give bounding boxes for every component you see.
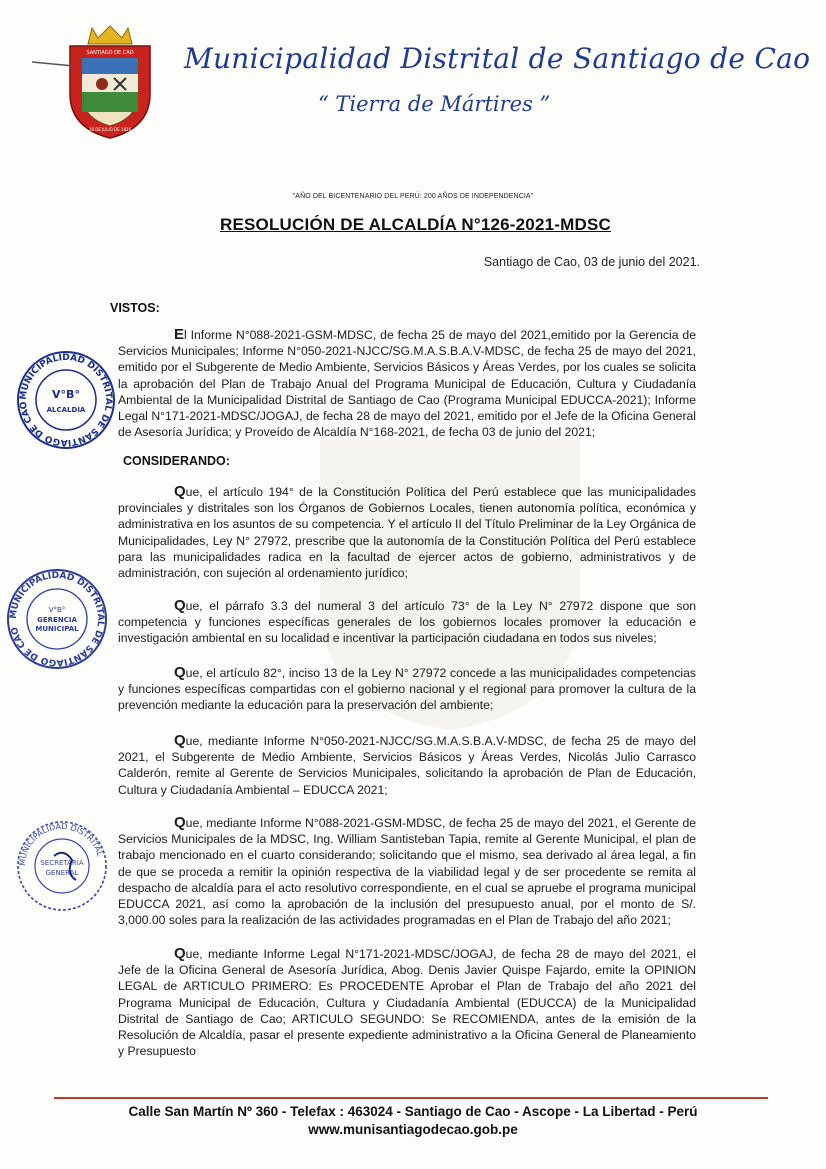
considerando-paragraph <box>118 484 696 581</box>
logo-text-bottom: 28 DE JULIO DE 1826 <box>88 127 132 132</box>
logo-text-top: SANTIAGO DE CAO <box>86 50 134 56</box>
municipality-motto: “ Tierra de Mártires ” <box>318 92 551 116</box>
municipality-name: Municipalidad Distrital de Santiago de Cao <box>184 42 811 75</box>
footer-rule <box>54 1097 768 1099</box>
considerando-paragraph <box>118 665 696 714</box>
stamp-center-top: V°B° <box>48 606 66 614</box>
paragraph-text: ue, el artículo 82°, inciso 13 de la Ley N° 27972 concede a las municipalidades competencias y funciones específicas compartidas con el gobierno nacional y el regional para promover la cultura de la prevención mediante la educación para la preservación del ambiente; <box>118 666 696 713</box>
paragraph-text: ue, el artículo 194° de la Constitución Política del Perú establece que las municipalidades provinciales y distritales son los Órganos de Gobiernos Locales, tienen autonomía política, económica y administrativa en los asuntos de su competencia. Y el artículo II del Título Preliminar de la Ley Orgánica de Municipalidades, Ley N° 27972, prescribe que la autonomía de la Constitución Política del Perú establece para las municipalidades radica en la facultad de ejercer actos de gobierno, administrativos y de administración, con sujeción al ordenamiento jurídico; <box>118 485 696 581</box>
stamp-ring-text: MUNICIPALIDAD DISTRITAL <box>17 821 105 867</box>
vistos-heading: VISTOS: <box>110 301 160 315</box>
paperclip-mark-icon <box>30 52 80 72</box>
stamp-ring-text: MUNICIPALIDAD DISTRITAL DE SANTIAGO DE CAO <box>18 352 114 448</box>
stamp-center-bottom: GENERAL <box>45 869 79 877</box>
paragraph-text: ue, mediante Informe N°088-2021-GSM-MDSC, de fecha 25 de mayo del 2021, el Gerente de Servicios Municipales de la MDSC, Ing. William Santisteban Tapia, remite al Gerente Municipal, el plan de trabajo mencionado en el cuarto considerando; solicitando que el mismo, sea derivado al área legal, a fin de que se proceda a remitir la opinión respectiva de la viabilidad legal y de ser procedente se remita al despacho de alcaldía para el acto resolutivo correspondiente, en el cual se apruebe el programa municipal EDUCCA 2021, así como la aprobación de la inclusión del presupuesto anual, por el monto de S/. 3,000.00 soles para la realización de las actividades programadas en el Plan de Trabajo del año 2021; <box>118 816 696 928</box>
vistos-text: l Informe N°088-2021-GSM-MDSC, de fecha 25 de mayo del 2021,emitido por la Gerencia de Servicios Municipales; Informe N°050-2021-NJCC/SG.M.A.S.B.A.V-MDSC, de fecha 25 de mayo del 2021, emitido por el Subgerente de Medio Ambiente, Servicios Básicos y Áreas Verdes, por los cuales se solicita la aprobación del Plan de Trabajo Anual del Programa Municipal de Educación, Cultura y Ciudadanía Ambiental de la Municipalidad Distrital de Santiago de Cao (Programa Municipal EDUCCA-2021); Informe Legal N°171-2021-MDSC/JOGAJ, de fecha 28 de mayo del 2021, emitido por el Jefe de la Oficina General de Asesoría Jurídica; y Proveído de Alcaldía N°168-2021, de fecha 03 de junio del 2021; <box>118 328 696 440</box>
paragraph-cap: Q <box>174 597 186 614</box>
stamp-ring-text: MUNICIPALIDAD DISTRITAL DE SANTIAGO DE CAO <box>8 570 106 668</box>
considerando-paragraph <box>118 598 696 647</box>
paragraph-cap: Q <box>174 732 186 749</box>
stamp-center-top: SECRETARÍA <box>40 859 84 867</box>
considerando-paragraph <box>118 815 696 928</box>
stamp-center-mid: GERENCIA <box>37 616 77 624</box>
considerando-paragraph <box>118 946 696 1059</box>
considerando-paragraph <box>118 733 696 798</box>
considerando-heading: CONSIDERANDO: <box>123 454 230 468</box>
footer-website: www.munisantiagodecao.gob.pe <box>308 1122 518 1137</box>
paragraph-cap: Q <box>174 483 186 500</box>
resolution-title: RESOLUCIÓN DE ALCALDÍA N°126-2021-MDSC <box>220 215 611 234</box>
municipal-shield-icon <box>62 24 158 140</box>
vistos-paragraph <box>118 327 696 440</box>
paragraph-cap: Q <box>174 814 186 831</box>
paragraph-text: ue, el párrafo 3.3 del numeral 3 del artículo 73° de la Ley N° 27972 dispone que son competencia y funciones específicas generales de los gobiernos locales promover la educación e investigación ambiental en su localidad e incentivar la participación ciudadana en todos sus niveles; <box>118 599 696 646</box>
secretaria-stamp-icon <box>14 818 110 914</box>
paragraph-cap: Q <box>174 945 186 962</box>
vistos-cap: E <box>174 326 185 343</box>
year-note: "AÑO DEL BICENTENARIO DEL PERÚ: 200 AÑOS DE INDEPENDENCIA" <box>292 193 534 200</box>
stamp-center-top: V°B° <box>52 388 80 401</box>
resolution-date: Santiago de Cao, 03 de junio del 2021. <box>483 255 700 269</box>
paragraph-cap: Q <box>174 664 186 681</box>
paragraph-text: ue, mediante Informe Legal N°171-2021-MDSC/JOGAJ, de fecha 28 de mayo del 2021, el Jefe de la Oficina General de Asesoría Jurídica, Abog. Denis Javier Quispe Fajardo, emite la OPINION LEGAL de ARTICULO PRIMERO: Es PROCEDENTE Aprobar el Plan de Trabajo del año 2021 del Programa Municipal de Educación, Cultura y Ciudadanía Ambiental (EDUCCA) de la Municipalidad Distrital de Santiago de Cao; ARTICULO SEGUNDO: Se RECOMIENDA, antes de la emisión de la Resolución de Alcaldía, pasar el presente expediente administrativo a la Oficina General de Planeamiento y Presupuesto <box>118 947 696 1059</box>
alcaldia-stamp-icon <box>14 348 118 452</box>
paragraph-text: ue, mediante Informe N°050-2021-NJCC/SG.M.A.S.B.A.V-MDSC, de fecha 25 de mayo del 2021, el Subgerente de Medio Ambiente, Servicios Básicos y Áreas Verdes, Nicolás Julio Carrasco Calderón, remite al Gerente de Servicios Municipales, solicitando la aprobación de Plan de Educación, Cultura y Ciudadanía Ambiental – EDUCCA 2021; <box>118 734 696 797</box>
footer-address: Calle San Martín Nº 360 - Telefax : 463024 - Santiago de Cao - Ascope - La Libertad - Perú <box>128 1104 698 1119</box>
gerencia-stamp-icon <box>4 566 110 672</box>
stamp-center-bottom: ALCALDIA <box>46 406 86 414</box>
stamp-center-bottom: MUNICIPAL <box>35 625 79 633</box>
